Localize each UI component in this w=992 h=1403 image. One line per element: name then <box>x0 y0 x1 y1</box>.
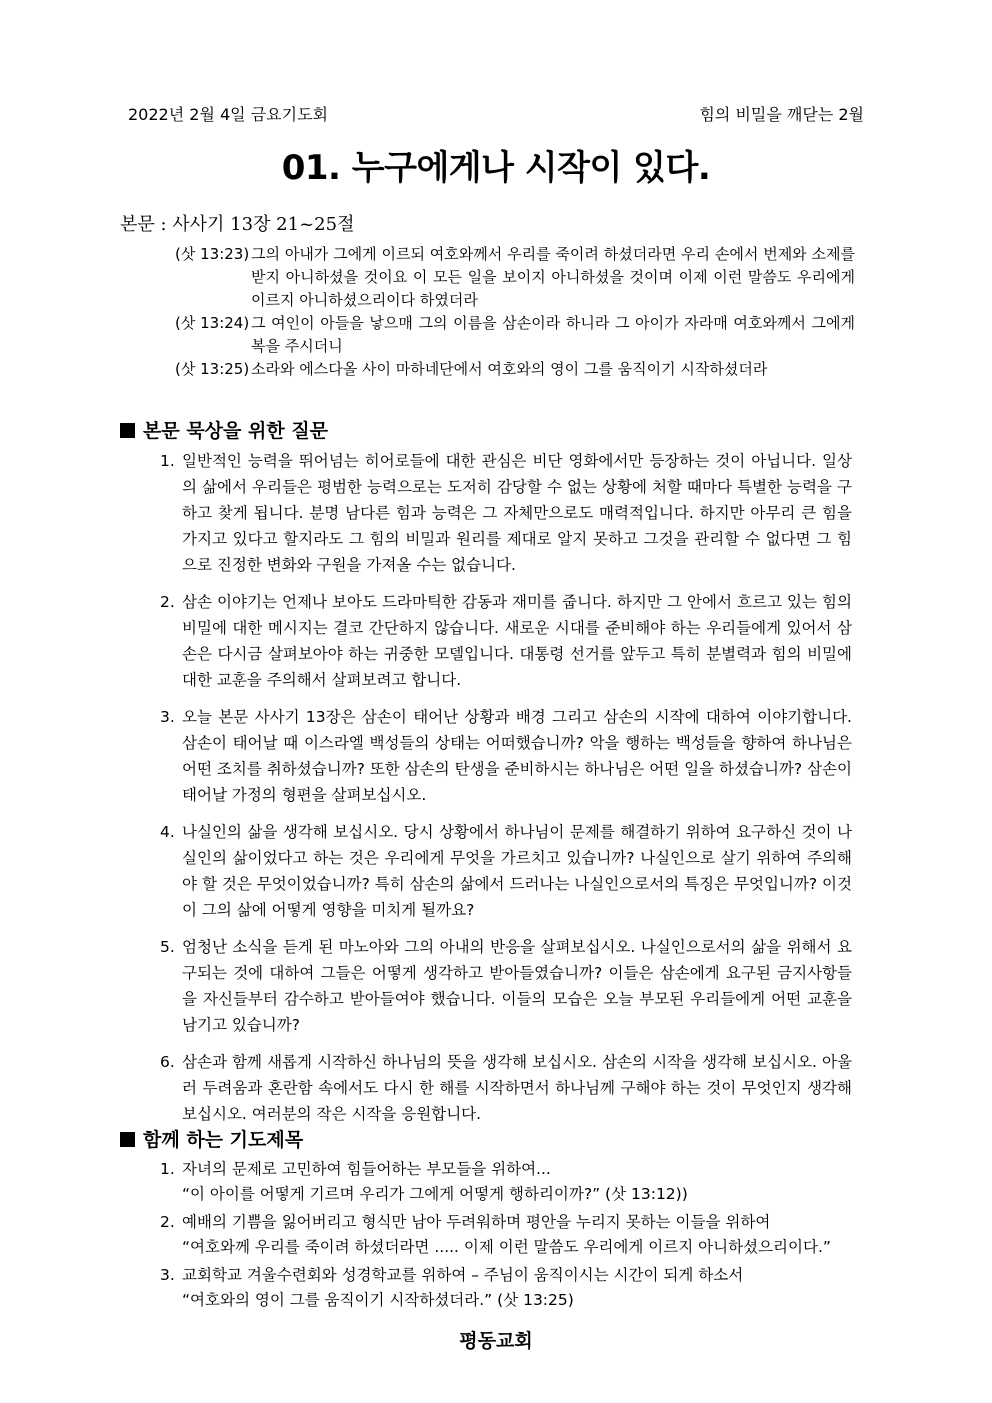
item-number: 3. <box>160 708 175 726</box>
item-quote: “여호와께 우리를 죽이려 하셨더라면 ..... 이제 이런 말씀도 우리에게 이르지 아니하셨으리이다.” <box>182 1238 831 1256</box>
item-number: 2. <box>160 1213 175 1231</box>
scripture-reference: 본문 : 사사기 13장 21~25절 <box>120 214 355 235</box>
verse-text: 소라와 에스다올 사이 마하네단에서 여호와의 영이 그를 움직이기 시작하셨더라 <box>251 360 768 378</box>
item-body <box>182 1263 880 1313</box>
item-text: 오늘 본문 사사기 13장은 삼손이 태어난 상황과 배경 그리고 삼손의 시작에 대하여 이야기합니다. 삼손이 태어날 때 이스라엘 백성들의 상태는 어떠했습니까? 악을 행하는 백성들을 향하여 하나님은 어떤 조치를 취하셨습니까? 또한 삼손의 탄생을 준비하시는 하나님은 어떤 일을 하셨습니까? 삼손이 태어날 가정의 형편을 살펴보십시오. <box>182 708 852 804</box>
item-number: 2. <box>160 593 175 611</box>
item-number: 3. <box>160 1266 175 1284</box>
black-square-bullet-icon <box>120 1132 135 1147</box>
prayers-heading-text: 함께 하는 기도제목 <box>143 1129 304 1151</box>
verse <box>175 243 855 312</box>
item-number: 6. <box>160 1053 175 1071</box>
item-text: 삼손 이야기는 언제나 보아도 드라마틱한 감동과 재미를 줍니다. 하지만 그 안에서 흐르고 있는 힘의 비밀에 대한 메시지는 결코 간단하지 않습니다. 새로운 시대를 준비해야 하는 우리들에게 있어서 삼손은 다시금 살펴보아야 하는 귀중한 모델입니다. 대통령 선거를 앞두고 특히 분별력과 힘의 비밀에 대한 교훈을 주의해서 살펴보려고 합니다. <box>182 593 852 689</box>
item-number: 1. <box>160 1160 175 1178</box>
scripture-verses <box>175 243 855 381</box>
questions-heading <box>120 418 328 444</box>
item-body <box>182 1210 880 1260</box>
list-item <box>160 1157 880 1207</box>
item-number: 5. <box>160 938 175 956</box>
list-item <box>160 934 852 1038</box>
verse <box>175 312 855 358</box>
prayers-heading <box>120 1127 303 1153</box>
verse-text: 그의 아내가 그에게 이르되 여호와께서 우리를 죽이려 하셨더라면 우리 손에서 번제와 소제를 받지 아니하셨을 것이요 이 모든 일을 보이지 아니하셨을 것이며 이제 이런 말씀도 우리에게 이르지 아니하셨으리이다 하였더라 <box>251 245 855 309</box>
item-text: 나실인의 삶을 생각해 보십시오. 당시 상황에서 하나님이 문제를 해결하기 위하여 요구하신 것이 나실인의 삶이었다고 하는 것은 우리에게 무엇을 가르치고 있습니까? 나실인으로 살기 위하여 주의해야 할 것은 무엇이었습니까? 특히 삼손의 삶에서 드러나는 나실인으로서의 특징은 무엇입니까? 이것이 그의 삶에 어떻게 영향을 미치게 될까요? <box>182 823 852 919</box>
list-item <box>160 1210 880 1260</box>
item-quote: “이 아이를 어떻게 기르며 우리가 그에게 어떻게 행하리이까?” (삿 13:12)) <box>182 1185 688 1203</box>
question-list <box>160 448 852 1138</box>
item-text: 삼손과 함께 새롭게 시작하신 하나님의 뜻을 생각해 보십시오. 삼손의 시작을 생각해 보십시오. 아울러 두려움과 혼란함 속에서도 다시 한 해를 시작하면서 하나님께 구해야 하는 것이 무엇인지 생각해 보십시오. 여러분의 작은 시작을 응원합니다. <box>182 1053 852 1123</box>
item-number: 1. <box>160 452 175 470</box>
service-date-title: 2022년 2월 4일 금요기도회 <box>128 105 328 124</box>
series-title: 힘의 비밀을 깨닫는 2월 <box>699 105 864 124</box>
item-text: 엄청난 소식을 듣게 된 마노아와 그의 아내의 반응을 살펴보십시오. 나실인으로서의 삶을 위해서 요구되는 것에 대하여 그들은 어떻게 생각하고 받아들였습니까? 이들은 삼손에게 요구된 금지사항들을 자신들부터 감수하고 받아들여야 했습니다. 이들의 모습은 오늘 부모된 우리들에게 어떤 교훈을 남기고 있습니까? <box>182 938 852 1034</box>
item-text: 교회학교 겨울수련회와 성경학교를 위하여 – 주님이 움직이시는 시간이 되게 하소서 <box>182 1266 744 1284</box>
church-name-footer: 평동교회 <box>459 1330 533 1352</box>
verse-ref: (삿 13:23) <box>175 245 250 263</box>
verse <box>175 358 855 381</box>
item-number: 4. <box>160 823 175 841</box>
verse-ref: (삿 13:24) <box>175 314 250 332</box>
sermon-title: 01. 누구에게나 시작이 있다. <box>281 148 711 188</box>
item-text: 일반적인 능력을 뛰어넘는 히어로들에 대한 관심은 비단 영화에서만 등장하는 것이 아닙니다. 일상의 삶에서 우리들은 평범한 능력으로는 도저히 감당할 수 없는 상황에 처할 때마다 특별한 능력을 구하고 찾게 됩니다. 분명 남다른 힘과 능력은 그 자체만으로도 매력적입니다. 하지만 아무리 큰 힘을 가지고 있다고 할지라도 그 힘의 비밀과 원리를 제대로 알지 못하고 그것을 관리할 수 없다면 그 힘으로 진정한 변화와 구원을 가져올 수는 없습니다. <box>182 452 852 574</box>
list-item <box>160 589 852 693</box>
item-text: 예배의 기쁨을 잃어버리고 형식만 남아 두려워하며 평안을 누리지 못하는 이들을 위하여 <box>182 1213 771 1231</box>
item-text: 자녀의 문제로 고민하여 힘들어하는 부모들을 위하여... <box>182 1160 551 1178</box>
prayer-list <box>160 1157 880 1316</box>
black-square-bullet-icon <box>120 423 135 438</box>
page-header <box>128 104 864 126</box>
list-item <box>160 1049 852 1127</box>
verse-text: 그 여인이 아들을 낳으매 그의 이름을 삼손이라 하니라 그 아이가 자라매 여호와께서 그에게 복을 주시더니 <box>251 314 855 355</box>
list-item <box>160 819 852 923</box>
item-body <box>182 1157 880 1207</box>
list-item <box>160 1263 880 1313</box>
list-item <box>160 448 852 578</box>
item-quote: “여호와의 영이 그를 움직이기 시작하셨더라.” (삿 13:25) <box>182 1291 574 1309</box>
verse-ref: (삿 13:25) <box>175 360 250 378</box>
list-item <box>160 704 852 808</box>
questions-heading-text: 본문 묵상을 위한 질문 <box>143 420 329 442</box>
